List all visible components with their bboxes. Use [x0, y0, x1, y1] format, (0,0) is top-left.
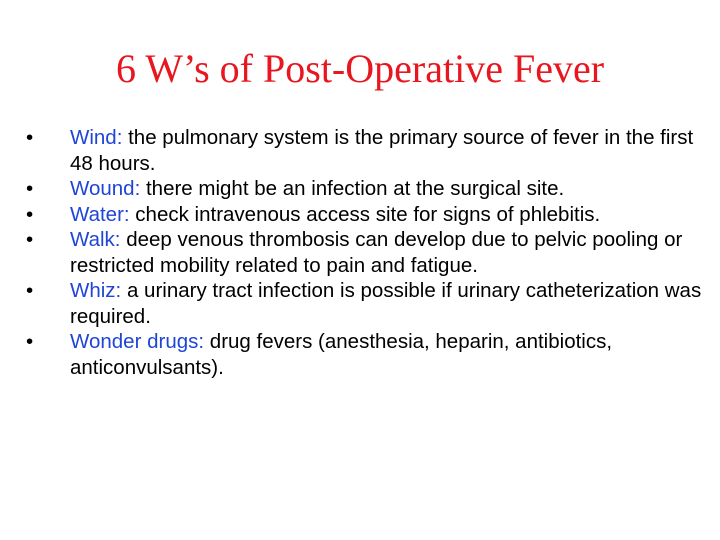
bullet-item-walk: [26, 227, 706, 278]
bullet-text: drug fevers (anesthesia, heparin, antibiotics, anticonvulsants).: [70, 330, 613, 379]
bullet-item-wind: [26, 125, 706, 176]
bullet-text: check intravenous access site for signs of phlebitis.: [129, 202, 601, 226]
bullet-icon: •: [26, 228, 34, 251]
bullet-item-water: [26, 202, 706, 228]
bullet-text: a urinary tract infection is possible if urinary catheterization was required.: [70, 279, 702, 328]
slide-title: 6 W’s of Post-Operative Fever: [115, 46, 605, 91]
bullet-term: Walk:: [70, 228, 121, 251]
bullet-text: the pulmonary system is the primary source of fever in the first 48 hours.: [70, 126, 694, 175]
bullet-icon: •: [26, 279, 34, 302]
bullet-term: Wonder drugs:: [70, 330, 205, 353]
bullet-list: [26, 125, 706, 380]
bullet-icon: •: [26, 126, 34, 149]
bullet-text: there might be an infection at the surgical site.: [140, 177, 565, 200]
bullet-icon: •: [26, 202, 34, 226]
bullet-term: Wind:: [70, 126, 123, 149]
bullet-icon: •: [26, 177, 34, 200]
bullet-item-whiz: [26, 278, 706, 329]
bullet-text: deep venous thrombosis can develop due to pelvic pooling or restricted mobility related to pain and fatigue.: [70, 228, 683, 277]
bullet-item-wonder-drugs: [26, 329, 706, 380]
bullet-term: Wound:: [70, 177, 141, 200]
bullet-item-wound: [26, 176, 706, 202]
bullet-icon: •: [26, 330, 34, 353]
bullet-term: Water:: [70, 202, 130, 226]
bullet-term: Whiz:: [70, 279, 122, 302]
